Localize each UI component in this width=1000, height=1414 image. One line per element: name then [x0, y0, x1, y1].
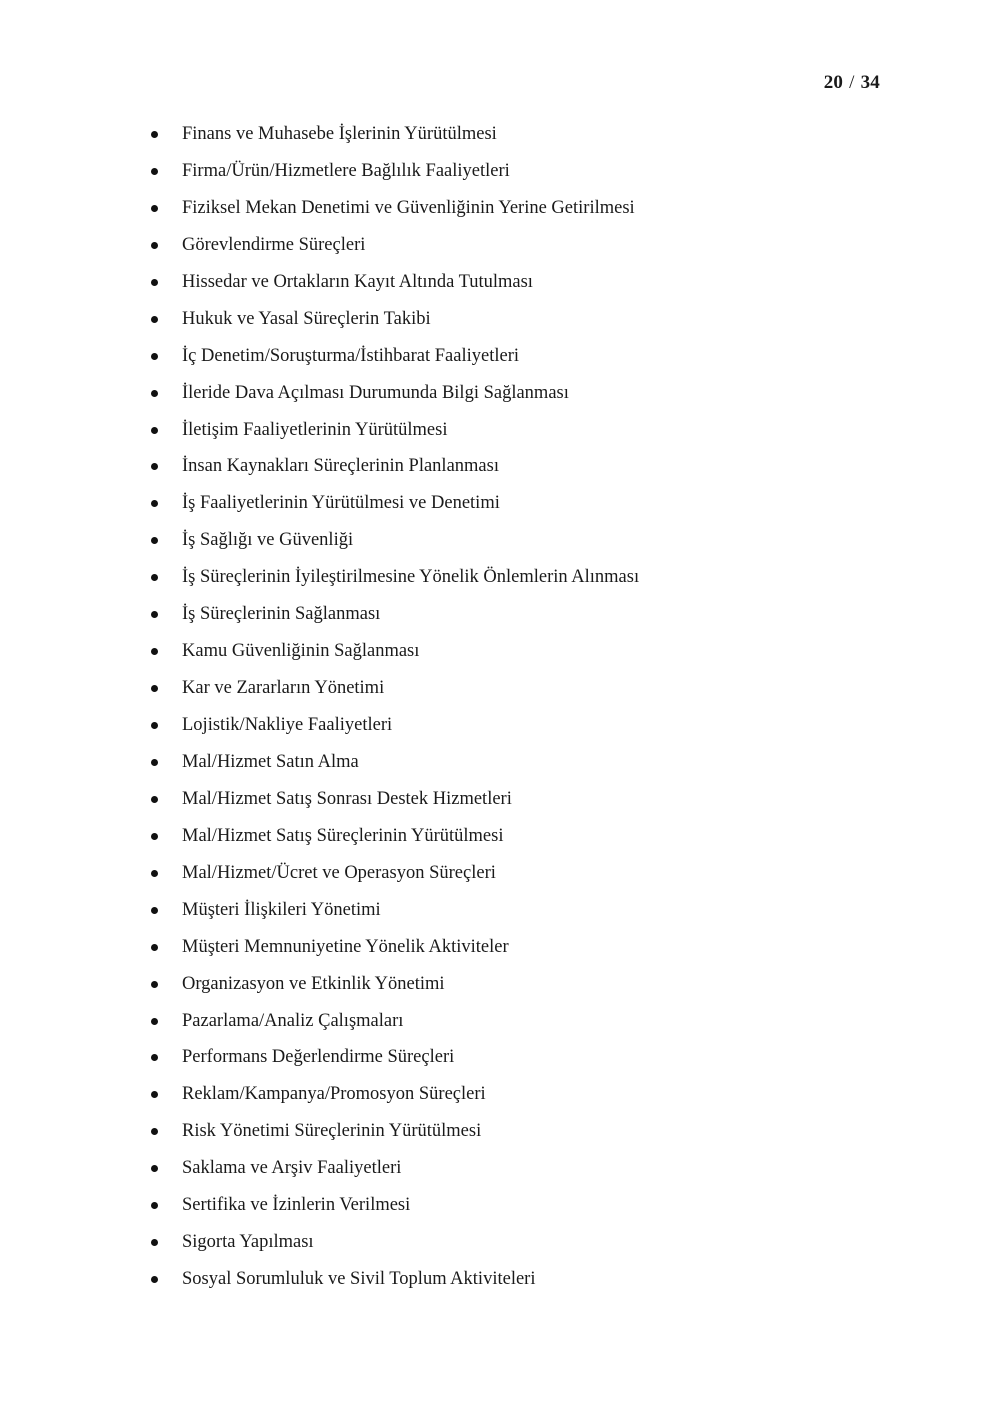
list-item-text: Kamu Güvenliğinin Sağlanması — [182, 641, 420, 662]
bullet-icon — [151, 131, 158, 138]
list-item — [146, 116, 866, 153]
list-item — [146, 596, 866, 633]
list-item-text: Lojistik/Nakliye Faaliyetleri — [182, 715, 393, 735]
list-item-text: Görevlendirme Süreçleri — [182, 234, 366, 255]
list-item-text: Mal/Hizmet Satın Alma — [182, 751, 359, 772]
list-item-text: Sigorta Yapılması — [182, 1232, 314, 1253]
list-item-text: İleride Dava Açılması Durumunda Bilgi Sağlanması — [182, 382, 569, 403]
list-item-text: İnsan Kaynakları Süreçlerinin Planlanması — [182, 456, 499, 477]
bullet-icon — [151, 1128, 158, 1135]
list-item — [146, 338, 866, 375]
bullet-icon — [151, 427, 158, 434]
list-item-text: Reklam/Kampanya/Promosyon Süreçleri — [182, 1084, 486, 1105]
list-item — [146, 1261, 866, 1298]
bullet-icon — [151, 1165, 158, 1172]
bullet-icon — [151, 833, 158, 840]
list-item-text: Risk Yönetimi Süreçlerinin Yürütülmesi — [182, 1121, 482, 1142]
list-item-text: İş Faaliyetlerinin Yürütülmesi ve Denetimi — [182, 493, 500, 514]
list-item — [146, 412, 866, 449]
list-item — [146, 485, 866, 522]
list-item — [146, 522, 866, 559]
list-item-text: İletişim Faaliyetlerinin Yürütülmesi — [182, 419, 448, 440]
list-item-text: Saklama ve Arşiv Faaliyetleri — [182, 1158, 402, 1179]
bullet-icon — [151, 353, 158, 360]
list-item — [146, 227, 866, 264]
bullet-icon — [151, 390, 158, 397]
bullet-icon — [151, 796, 158, 803]
bullet-icon — [151, 1054, 158, 1061]
list-item — [146, 670, 866, 707]
list-item-text: Organizasyon ve Etkinlik Yönetimi — [182, 973, 445, 994]
bullet-icon — [151, 759, 158, 766]
list-item — [146, 966, 866, 1003]
list-item — [146, 1076, 866, 1113]
list-item — [146, 633, 866, 670]
list-item-text: İç Denetim/Soruşturma/İstihbarat Faaliyetleri — [182, 345, 520, 366]
bullet-icon — [151, 1091, 158, 1098]
list-item-text: Müşteri İlişkileri Yönetimi — [182, 899, 381, 920]
list-item — [146, 375, 866, 412]
bullet-icon — [151, 574, 158, 581]
list-item — [146, 892, 866, 929]
bullet-list — [146, 116, 866, 1298]
list-item-text: Kar ve Zararların Yönetimi — [182, 678, 385, 699]
list-item-text: Müşteri Memnuniyetine Yönelik Aktiviteler — [182, 936, 509, 957]
bullet-icon — [151, 1018, 158, 1025]
list-item — [146, 1039, 866, 1076]
bullet-icon — [151, 722, 158, 729]
bullet-icon — [151, 648, 158, 655]
list-item — [146, 1003, 866, 1040]
bullet-icon — [151, 463, 158, 470]
bullet-icon — [151, 316, 158, 323]
list-item — [146, 1187, 866, 1224]
list-item-text: Firma/Ürün/Hizmetlere Bağlılık Faaliyetleri — [182, 160, 510, 181]
list-item-text: Mal/Hizmet/Ücret ve Operasyon Süreçleri — [182, 862, 496, 883]
bullet-icon — [151, 907, 158, 914]
list-item-text: Performans Değerlendirme Süreçleri — [182, 1047, 455, 1068]
list-item-text: Mal/Hizmet Satış Süreçlerinin Yürütülmesi — [182, 825, 504, 846]
list-item-text: Mal/Hizmet Satış Sonrası Destek Hizmetleri — [182, 788, 512, 809]
list-item — [146, 264, 866, 301]
list-item-text: Hissedar ve Ortakların Kayıt Altında Tutulması — [182, 271, 533, 292]
list-item-text: Sertifika ve İzinlerin Verilmesi — [182, 1195, 411, 1216]
page-number — [800, 72, 880, 94]
list-item — [146, 855, 866, 892]
bullet-icon — [151, 205, 158, 212]
list-item — [146, 448, 866, 485]
bullet-icon — [151, 870, 158, 877]
bullet-icon — [151, 1276, 158, 1283]
list-item — [146, 190, 866, 227]
list-item-text: Hukuk ve Yasal Süreçlerin Takibi — [182, 308, 431, 329]
list-item — [146, 707, 866, 744]
bullet-icon — [151, 1202, 158, 1209]
list-item — [146, 559, 866, 596]
list-item — [146, 781, 866, 818]
list-item-text: Fiziksel Mekan Denetimi ve Güvenliğinin Yerine Getirilmesi — [182, 197, 635, 218]
list-item — [146, 744, 866, 781]
list-item — [146, 1224, 866, 1261]
page-separator: / — [849, 72, 855, 93]
bullet-icon — [151, 944, 158, 951]
bullet-icon — [151, 168, 158, 175]
list-item — [146, 1150, 866, 1187]
bullet-icon — [151, 242, 158, 249]
list-item-text: Finans ve Muhasebe İşlerinin Yürütülmesi — [182, 124, 497, 144]
list-item — [146, 1113, 866, 1150]
list-item — [146, 818, 866, 855]
list-item-text: İş Süreçlerinin İyileştirilmesine Yönelik Önlemlerin Alınması — [182, 567, 640, 588]
list-item — [146, 301, 866, 338]
list-item-text: İş Süreçlerinin Sağlanması — [182, 604, 381, 625]
list-item-text: İş Sağlığı ve Güvenliği — [182, 530, 354, 551]
page-current: 20 — [823, 72, 844, 93]
list-item-text: Sosyal Sorumluluk ve Sivil Toplum Aktiviteleri — [182, 1269, 536, 1290]
list-item-text: Pazarlama/Analiz Çalışmaları — [182, 1010, 404, 1031]
bullet-icon — [151, 500, 158, 507]
bullet-icon — [151, 611, 158, 618]
bullet-icon — [151, 685, 158, 692]
bullet-icon — [151, 537, 158, 544]
bullet-icon — [151, 1239, 158, 1246]
list-item — [146, 153, 866, 190]
list-item — [146, 929, 866, 966]
bullet-icon — [151, 981, 158, 988]
page-total: 34 — [860, 72, 880, 93]
bullet-icon — [151, 279, 158, 286]
